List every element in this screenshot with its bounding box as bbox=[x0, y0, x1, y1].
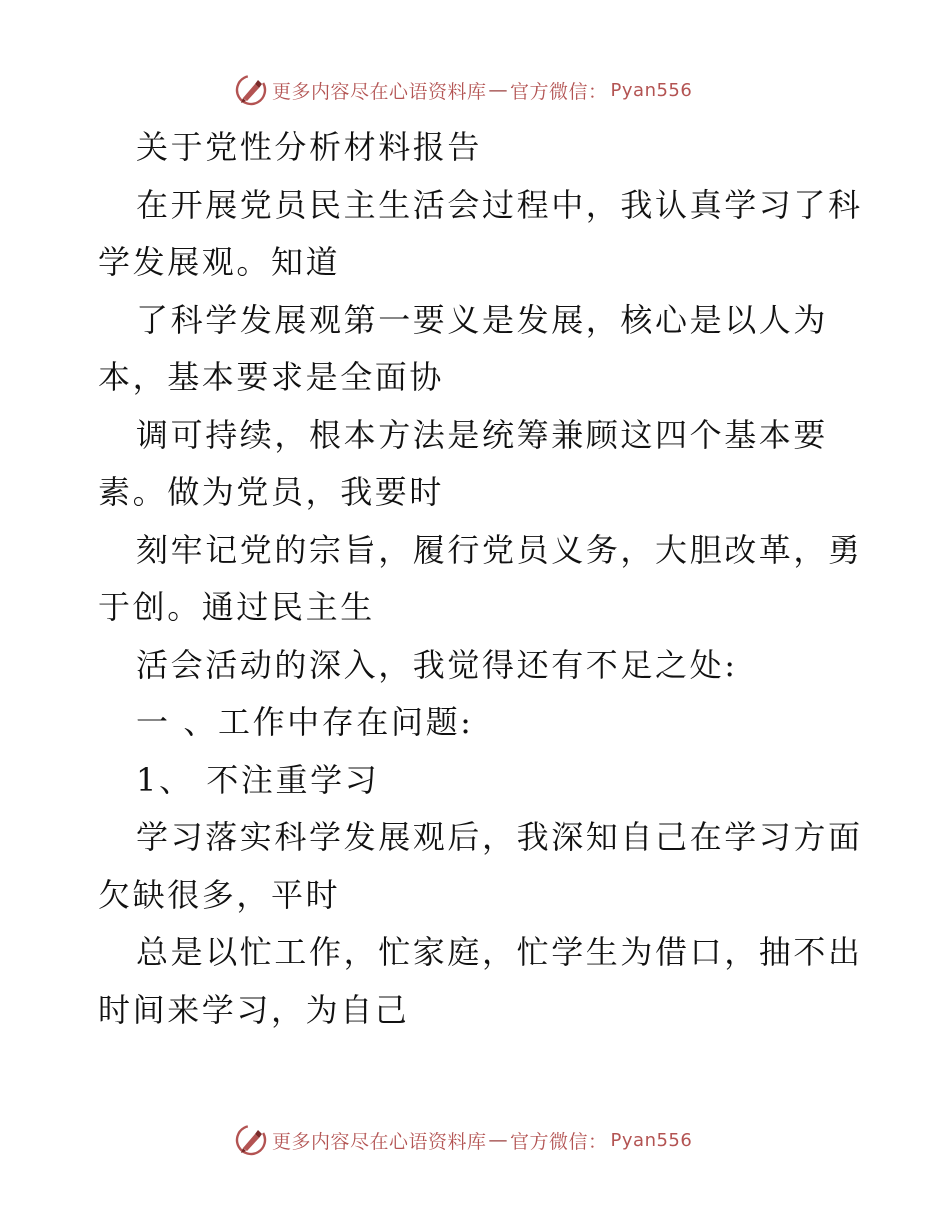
document-line: 本，基本要求是全面协 bbox=[98, 358, 445, 396]
document-line: 调可持续，根本方法是统筹兼顾这四个基本要 bbox=[136, 415, 829, 454]
watermark-separator: — bbox=[488, 79, 509, 101]
document-line: 关于党性分析材料报告 bbox=[136, 128, 483, 166]
document-line: 了科学发展观第一要义是发展，核心是以人为 bbox=[136, 300, 829, 339]
watermark-wechat-label: 官方微信： bbox=[510, 1130, 608, 1153]
document-line: 欠缺很多，平时 bbox=[98, 875, 341, 914]
pen-logo-icon bbox=[234, 1123, 268, 1157]
watermark-separator: — bbox=[488, 1129, 509, 1151]
document-line: 素。做为党员，我要时 bbox=[98, 473, 445, 511]
watermark-wechat-label: 官方微信： bbox=[510, 80, 608, 103]
document-line: 一 、工作中存在问题: bbox=[136, 703, 474, 741]
footer-watermark bbox=[234, 1123, 692, 1157]
document-line: 1、 不注重学习 bbox=[136, 760, 380, 799]
watermark-wechat-id: Pyan556 bbox=[610, 1129, 693, 1151]
watermark-wechat-id: Pyan556 bbox=[610, 79, 693, 101]
document-line: 于创。通过民主生 bbox=[98, 588, 375, 626]
document-line: 活会活动的深入，我觉得还有不足之处: bbox=[136, 645, 738, 684]
pen-logo-icon bbox=[234, 73, 268, 107]
document-line: 时间来学习，为自己 bbox=[98, 990, 410, 1029]
watermark-site-text: 更多内容尽在心语资料库 bbox=[272, 1130, 487, 1153]
document-line: 在开展党员民主生活会过程中，我认真学习了科 bbox=[136, 185, 863, 224]
document-line: 学发展观。知道 bbox=[98, 243, 341, 281]
header-watermark bbox=[234, 73, 692, 107]
document-line: 学习落实科学发展观后，我深知自己在学习方面 bbox=[136, 818, 863, 856]
document-line: 总是以忙工作，忙家庭，忙学生为借口，抽不出 bbox=[136, 933, 863, 971]
document-body bbox=[98, 119, 863, 1039]
watermark-site-text: 更多内容尽在心语资料库 bbox=[272, 80, 487, 103]
document-line: 刻牢记党的宗旨，履行党员义务，大胆改革，勇 bbox=[136, 530, 863, 569]
